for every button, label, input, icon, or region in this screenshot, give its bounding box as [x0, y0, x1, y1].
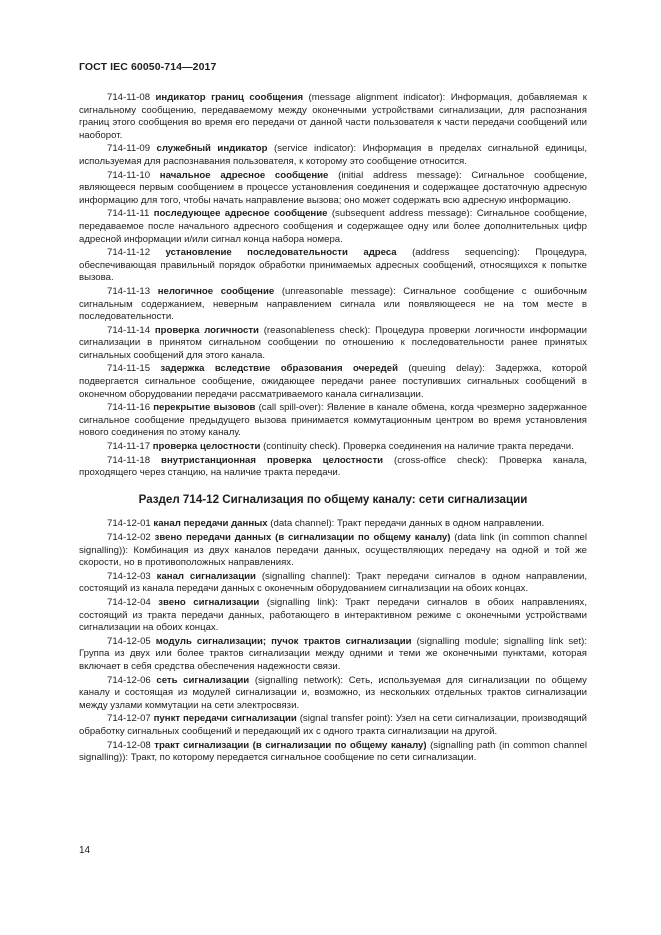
- term-name: установление последовательности адреса: [165, 247, 397, 259]
- term-entry: [79, 518, 587, 531]
- term-definition: (address sequencing): Процедура, обеспечивающая правильный порядок обработки принимаемых адресных сообщений, относящихся к попытке вызова.: [79, 247, 587, 284]
- term-entry: [79, 286, 587, 324]
- term-definition: (queuing delay): Задержка, которой подвергается сигнальное сообщение, ожидающее передачи ранее поступивших сигнальных сообщений в оконечном оборудовании передачи рассматриваемого канала сигнализации.: [79, 363, 587, 400]
- term-name: внутристанционная проверка целостности: [161, 454, 384, 466]
- term-code: 714-11-08: [107, 92, 151, 103]
- terms-list-714-11: [79, 92, 587, 480]
- term-code: 714-12-01: [107, 518, 151, 530]
- term-code: 714-12-08: [107, 739, 151, 751]
- term-definition: (signalling module; signalling link set): Группа из двух или более трактов сигнализации между одними и теми же оконечными пунктами, которая включает в себя средства обеспечения надежности связи.: [79, 635, 587, 672]
- term-name: начальное адресное сообщение: [159, 169, 329, 181]
- term-code: 714-12-05: [107, 635, 151, 647]
- term-definition: (message alignment indicator): Информация, добавляемая к сигнальному сообщению, передаваемому между оконечными устройствами сигнализации, для распознания границ этого сообщения во время его передачи от данной части пользователя к части передачи сообщений или наоборот.: [79, 92, 587, 141]
- term-entry: [79, 325, 587, 363]
- term-name: задержка вследствие образования очередей: [160, 363, 399, 375]
- term-definition: (call spill-over): Явление в канале обмена, когда чрезмерно задержанное сигнальное сообщение предыдущего вызова принимается коммутационным центром во время установления нового соединения по этому каналу.: [79, 402, 587, 439]
- term-name: проверка логичности: [154, 324, 259, 336]
- term-entry: [79, 143, 587, 168]
- term-name: звено сигнализации: [158, 596, 260, 608]
- term-entry: [79, 740, 587, 765]
- term-name: сеть сигнализации: [156, 674, 250, 686]
- term-definition: (signalling channel): Тракт передачи сигналов в одном направлении, состоящий из канала передачи данных с оконечным оборудованием сигнализации на обоих концах.: [79, 570, 587, 595]
- term-definition: (data link (in common channel signalling)): Комбинация из двух каналов передачи данных, осуществляющих передачу на одной и той же скорости, но в противоположных направлениях.: [79, 532, 587, 569]
- term-entry: [79, 636, 587, 674]
- term-entry: [79, 571, 587, 596]
- term-definition: (signalling path (in common channel signalling)): Тракт, по которому передается сигнальное сообщение по сети сигнализации.: [79, 739, 588, 764]
- term-definition: (cross-office check): Проверка канала, проходящего через станцию, на наличие тракта передачи.: [79, 454, 587, 479]
- term-entry: [79, 713, 587, 738]
- page-number: 14: [79, 845, 91, 856]
- term-name: индикатор границ сообщения: [155, 92, 304, 103]
- term-name: модуль сигнализации; пучок трактов сигнализации: [155, 635, 412, 647]
- term-code: 714-11-16: [107, 402, 151, 414]
- term-code: 714-11-11: [107, 208, 150, 220]
- term-code: 714-12-04: [107, 596, 151, 608]
- term-entry: [79, 455, 587, 480]
- term-name: служебный индикатор: [156, 143, 268, 155]
- term-definition: (data channel): Тракт передачи данных в одном направлении.: [267, 518, 545, 530]
- term-code: 714-11-18: [107, 454, 151, 466]
- term-entry: [79, 363, 587, 401]
- term-definition: (reasonableness check): Процедура проверки логичности информации сигнализации в принятом сигнальном сообщении по отношению к последовательности ранее принятых сигнальных сообщений для этого канала.: [79, 324, 587, 361]
- term-code: 714-12-03: [107, 570, 151, 582]
- term-name: канал передачи данных: [153, 518, 268, 530]
- term-entry: [79, 247, 587, 285]
- term-definition: (signalling network): Сеть, используемая для сигнализации по общему каналу и состоящая из модулей сигнализации и, возможно, из нескольких отдельных трактов сигнализации между узлами коммутации на сети электросвязи.: [79, 674, 587, 711]
- section-title: Раздел 714-12 Сигнализация по общему каналу: сети сигнализации: [138, 492, 528, 506]
- term-entry: [79, 441, 587, 454]
- term-entry: [79, 92, 587, 142]
- term-definition: (signal transfer point): Узел на сети сигнализации, производящий обработку сигнальных сообщений и передающий их с одного тракта сигнализации на другой.: [79, 713, 588, 737]
- term-entry: [79, 532, 587, 570]
- term-definition: (continuity check). Проверка соединения на наличие тракта передачи.: [260, 441, 574, 453]
- term-name: тракт сигнализации (в сигнализации по общему каналу): [154, 739, 427, 751]
- term-code: 714-11-09: [107, 143, 151, 155]
- term-name: звено передачи данных (в сигнализации по общему каналу): [154, 532, 451, 543]
- term-code: 714-11-14: [107, 324, 151, 336]
- term-name: проверка целостности: [152, 441, 261, 453]
- term-code: 714-12-02: [107, 532, 151, 543]
- page-content: [79, 92, 587, 766]
- term-code: 714-12-06: [107, 674, 151, 686]
- term-definition: (unreasonable message): Сигнальное сообщение с ошибочным сигнальным содержанием, неверным направлением сигнала или появляющееся не на том месте в последовательности.: [79, 285, 587, 323]
- term-name: перекрытие вызовов: [153, 402, 256, 414]
- term-entry: [79, 402, 587, 440]
- term-name: нелогичное сообщение: [157, 285, 275, 297]
- term-entry: [79, 597, 587, 635]
- term-definition: (signalling link): Тракт передачи сигналов в обоих направлениях, состоящий из тракта передачи данных, работающего в интерактивном режиме с оконечными устройствами сигнализации на обоих концах.: [79, 596, 587, 634]
- term-code: 714-11-10: [107, 169, 151, 181]
- term-definition: (service indicator): Информация в пределах сигнальной единицы, используемая для распознавания пользователя, к которому это сообщение относится.: [79, 143, 587, 167]
- term-name: последующее адресное сообщение: [153, 208, 328, 220]
- term-entry: [79, 675, 587, 713]
- term-entry: [79, 170, 587, 208]
- term-code: 714-11-17: [107, 441, 151, 453]
- term-name: пункт передачи сигнализации: [153, 713, 297, 725]
- term-name: канал сигнализации: [156, 570, 256, 582]
- term-code: 714-11-12: [107, 247, 151, 259]
- term-code: 714-11-15: [107, 363, 151, 375]
- terms-list-714-12: [79, 518, 587, 764]
- term-code: 714-12-07: [107, 713, 151, 725]
- term-definition: (subsequent address message): Сигнальное сообщение, передаваемое после начального адресного сообщения и содержащее одну или более дополнительных цифр адресной информации и/или сигнал конца набора номера.: [79, 208, 588, 245]
- standard-header: ГОСТ IEC 60050-714—2017: [79, 61, 217, 73]
- term-code: 714-11-13: [107, 285, 151, 297]
- term-entry: [79, 208, 587, 246]
- term-definition: (initial address message): Сигнальное сообщение, являющееся первым сообщением в процессе установления соединения и содержащее достаточную адресную информацию для того, чтобы начать направление вызова; оно может содержать всю адресную информацию.: [79, 169, 588, 206]
